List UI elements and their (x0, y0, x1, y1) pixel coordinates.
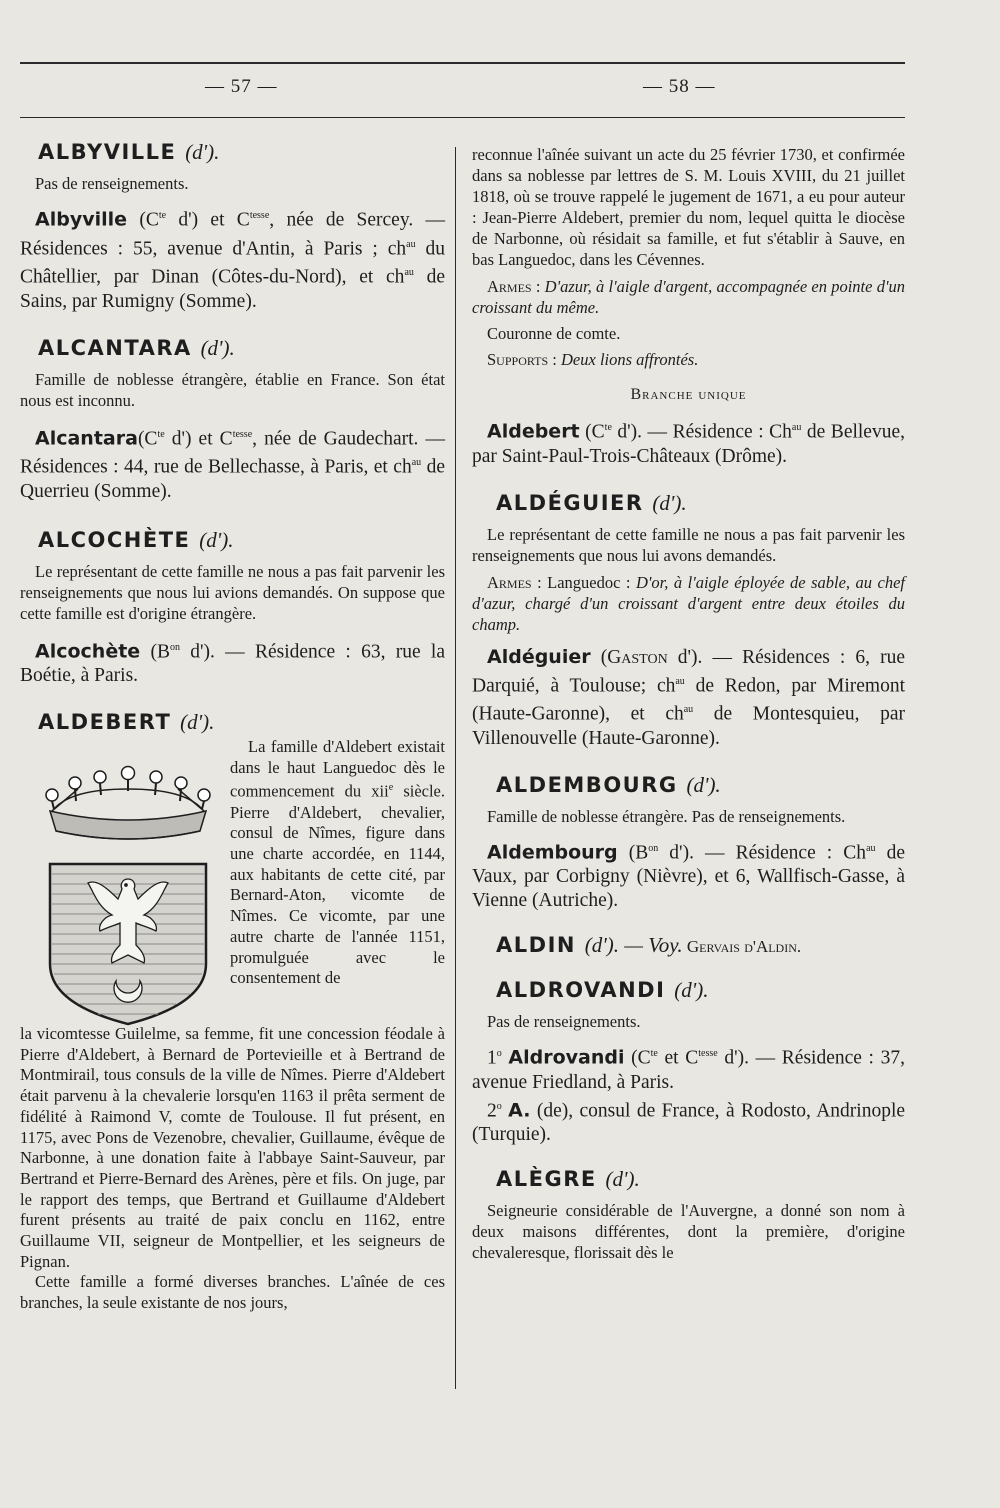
aldeguier-residence-entry: Aldéguier (Gaston d'). — Résidences : 6, rue Darquié, à Toulouse; $ch^{au}$ de Redon, par Miremont (Haute-Garonne), et $ch^{au}$ de Montesquieu, par Villenouvelle (Haute-Garonne). (472, 645, 906, 749)
aldrovandi-entry-2: 2$^o$ A. (de), consul de France, à Rodosto, Andrinople (Turquie). (472, 1099, 906, 1145)
page-number-left: — 57 — (205, 76, 278, 97)
entry-heading-alegre: ALÈGRE (d'). (496, 1167, 640, 1191)
coronet-icon (46, 767, 210, 840)
entry-heading-aldin: ALDIN (d'). — Voy. Gervais d'Aldin. (496, 933, 802, 957)
albyville-note: Pas de renseignements. (35, 174, 189, 193)
header-rule (20, 117, 905, 118)
entry-heading-aldrovandi: ALDROVANDI (d'). (496, 978, 709, 1002)
aldebert-continued-text: reconnue l'aînée suivant un acte du 25 février 1730, et confirmée dans sa noblesse par lettres de S. M. Louis XVIII, du 21 juillet 1818, où se trouve rappelé le jugement de 1671, a eu pour auteur : Jean-Pierre Aldebert, premier du nom, lequel quitta le diocèse de Narbonne, où résidait sa famille, et fut s'établir à Sauve, en bas Languedoc, dans les Cévennes. (472, 145, 905, 269)
alcantara-residence-entry: $Alcantara(C^{te}$ d') et $C^{tesse}$, née de Gaudechart. — Résidences : 44, rue de Bellechasse, à Paris, et $ch^{au}$ de Querrieu (Somme). (20, 427, 446, 502)
entry-heading-alcantara: ALCANTARA (d'). (38, 335, 235, 360)
aldrovandi-entry-1: 1$^o$ Aldrovandi ($C^{te}$ et $C^{tesse}$ d'). — Résidence : 37, avenue Friedland, à Paris. (472, 1046, 905, 1093)
aldebert-history-intro: La famille d'Aldebert existait dans le haut Languedoc dès le commencement du xii$^e$ siècle. Pierre d'Aldebert, chevalier, consul de Nîmes, figure dans une charte accordée, en 1144, aux habitants de cette cité, par Bernard-Aton, vicomte de Nîmes. Ce vicomte, par une autre charte de l'année 1151, promulguée avec le consentement de (230, 737, 446, 988)
aldembourg-note: Famille de noblesse étrangère. Pas de renseignements. (487, 806, 846, 826)
entry-heading-alcochete: ALCOCHÈTE (d'). (38, 527, 234, 552)
aldembourg-residence-entry: Aldembourg ($B^{on}$ d'). — Résidence : $Ch^{au}$ de Vaux, par Corbigny (Nièvre), et 6, Wallfisch-Gasse, à Vienne (Autriche). (472, 841, 905, 911)
alcochete-note: Le représentant de cette famille ne nous a pas fait parvenir les renseignements que nous lui avions demandés. On suppose que cette famille est d'origine étrangère. (20, 561, 445, 623)
entry-heading-albyville: ALBYVILLE (d'). (38, 140, 220, 164)
aldebert-arms-block (20, 737, 445, 1022)
entry-heading-aldebert: ALDEBERT (d'). (38, 710, 215, 734)
page-number-right: — 58 — (643, 76, 716, 97)
aldebert-supports: Supports : Deux lions affrontés. (487, 350, 699, 369)
branche-heading: Branche unique (630, 386, 747, 403)
alcantara-note: Famille de noblesse étrangère, établie en France. Son état nous est inconnu. (20, 369, 445, 410)
right-column (472, 140, 905, 1263)
aldeguier-note: Le représentant de cette famille ne nous a pas fait parvenir les renseignements que nous lui avons demandés. (472, 524, 905, 565)
alcochete-residence-entry: Alcochète ($B^{on}$ d'). — Résidence : 63, rue la Boétie, à Paris. (20, 640, 446, 686)
entry-heading-aldembourg: ALDEMBOURG (d'). (496, 772, 721, 797)
aldebert-armes: Armes : D'azur, à l'aigle d'argent, accompagnée en pointe d'un croissant du même. (472, 277, 905, 317)
aldebert-couronne: Couronne de comte. (487, 324, 621, 343)
alegre-note: Seigneurie considérable de l'Auvergne, a donné son nom à deux maisons différentes, dont la première, d'origine chevaleresque, florissait dès le (472, 1201, 905, 1262)
coat-of-arms-illustration (38, 759, 218, 1039)
albyville-residence-entry: Albyville ($C^{te}$ d') et $C^{tesse}$, née de Sercey. — Résidences : 55, avenue d'Antin, à Paris ; $ch^{au}$ du Châtellier, par Dinan (Côtes-du-Nord), et $ch^{au}$ de Sains, par Rumigny (Somme). (20, 208, 446, 312)
left-column (20, 140, 445, 1314)
aldeguier-armes: Armes : Languedoc : D'or, à l'aigle éployée de sable, au chef d'azur, chargé d'un croissant d'argent entre deux étoiles du champ. (472, 572, 905, 634)
aldebert-history-branches: Cette famille a formé diverses branches. L'aînée de ces branches, la seule existante de nos jours, (20, 1272, 445, 1313)
top-rule (20, 62, 905, 64)
column-divider (455, 147, 456, 1389)
aldrovandi-note: Pas de renseignements. (487, 1012, 641, 1031)
aldebert-residence-entry: Aldebert ($C^{te}$ d'). — Résidence : $Ch^{au}$ de Bellevue, par Saint-Paul-Trois-Châteaux (Drôme). (472, 420, 905, 467)
entry-heading-aldeguier: ALDÉGUIER (d'). (496, 490, 687, 515)
aldebert-history-main: la vicomtesse Guilelme, sa femme, fit une concession féodale à Pierre d'Aldebert, à Bernard de Portevieille et à Bertrand de Montmirail, tous consuls de la ville de Nîmes. Pierre d'Aldebert était parvenu à la chevalerie lorsqu'en 1163 il prêta serment de fidélité à Raimond V, comte de Toulouse. Il fut présent, en 1175, avec Pons de Vezenobre, chevalier, Guillaume, évêque de Narbonne, à une donation faite à l'abbaye Saint-Sauveur, par Bertrand et Pierre-Bernard des Arènes, père et fils. On juge, par le rapport des temps, que Bertrand et Guillaume d'Aldebert furent présents au traité de paix conclu en 1162, entre Guillaume VII, seigneur de Montpellier, et les seigneurs de Pignan. (20, 1024, 445, 1271)
